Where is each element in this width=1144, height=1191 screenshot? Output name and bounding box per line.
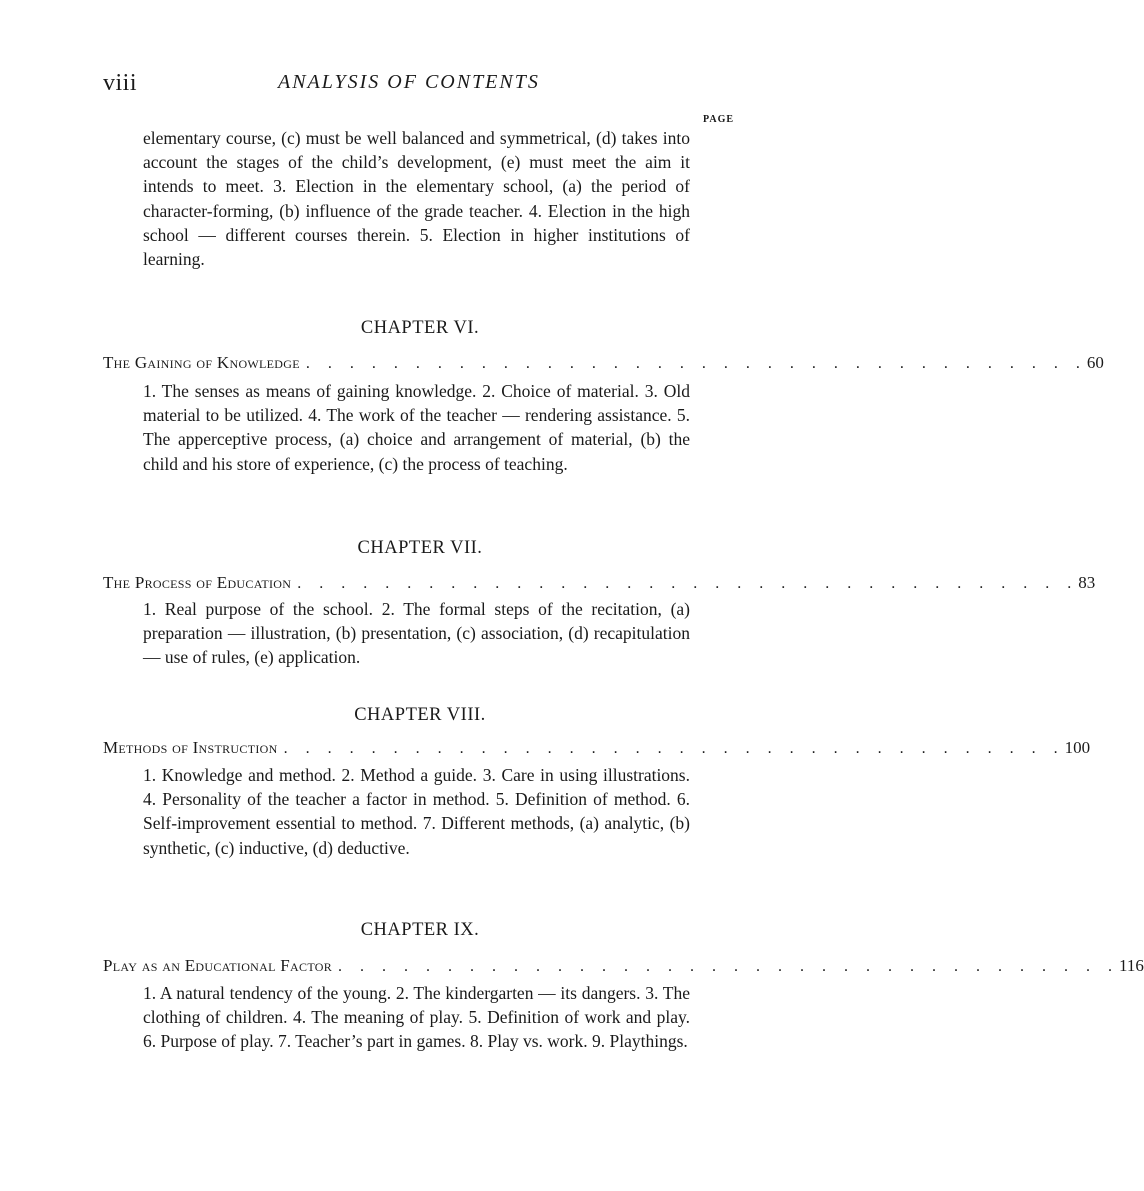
toc-entry-page: 100 (1064, 738, 1091, 757)
dot-leader: . . . . . . . . . . . . . . . . . . . . . . . . . . . . . . . . . . . . (283, 740, 1065, 757)
dot-leader: . . . . . . . . . . . . . . . . . . . . . . . . . . . . . . . . . . . . (305, 355, 1087, 372)
toc-entry-page: 60 (1086, 353, 1104, 372)
dot-leader: . . . . . . . . . . . . . . . . . . . . . . . . . . . . . . . . . . . . (338, 958, 1120, 975)
toc-entry[interactable] (103, 738, 1091, 764)
toc-entry-title: The Gaining of Knowledge (103, 353, 300, 372)
toc-entry[interactable] (103, 956, 1144, 982)
chapter-heading: CHAPTER IX. (360, 920, 480, 940)
toc-entry[interactable] (103, 573, 1096, 599)
chapter-heading: CHAPTER VII. (357, 538, 483, 558)
chapter-summary: 1. A natural tendency of the young. 2. The kindergarten — its dangers. 3. The clothing of children. 4. The meaning of play. 5. Definition of work and play. 6. Purpose of play. 7. Teacher’s part in games. 8. Play vs. work. 9. Playthings. (143, 983, 690, 1052)
chapter-summary: 1. Real purpose of the school. 2. The formal steps of the recitation, (a) preparation — illustration, (b) presentation, (c) association, (d) recapitulation — use of rules, (e) application. (143, 599, 690, 668)
dot-leader: . . . . . . . . . . . . . . . . . . . . . . . . . . . . . . . . . . . . (297, 575, 1079, 592)
chapter-summary: 1. The senses as means of gaining knowledge. 2. Choice of material. 3. Old material to be utilized. 4. The work of the teacher — rendering assistance. 5. The apperceptive process, (a) choice and arrangement of material, (b) the child and his store of experience, (c) the process of teaching. (143, 381, 690, 474)
page-column-label: PAGE (703, 114, 735, 125)
chapter-heading: CHAPTER VI. (360, 318, 480, 338)
toc-entry-page: 116 (1119, 956, 1144, 975)
toc-entry-title: Methods of Instruction (103, 738, 278, 757)
intro-paragraph: elementary course, (c) must be well balanced and symmetrical, (d) takes into account the stages of the child’s development, (e) must meet the aim it intends to meet. 3. Election in the elementary school, (a) the period of character-forming, (b) influence of the grade teacher. 4. Election in the high school — different courses therein. 5. Election in higher institutions of learning. (143, 128, 690, 270)
toc-entry[interactable] (103, 353, 1104, 379)
toc-entry-title: The Process of Education (103, 573, 292, 592)
chapter-summary: 1. Knowledge and method. 2. Method a guide. 3. Care in using illustrations. 4. Personality of the teacher a factor in method. 5. Definition of method. 6. Self-improvement essential to method. 7. Different methods, (a) analytic, (b) synthetic, (c) inductive, (d) deductive. (143, 765, 690, 858)
page-number: viii (103, 70, 138, 96)
running-title: ANALYSIS OF CONTENTS (278, 71, 540, 93)
toc-entry-title: Play as an Educational Factor (103, 956, 333, 975)
chapter-heading: CHAPTER VIII. (354, 705, 486, 725)
toc-entry-page: 83 (1078, 573, 1096, 592)
